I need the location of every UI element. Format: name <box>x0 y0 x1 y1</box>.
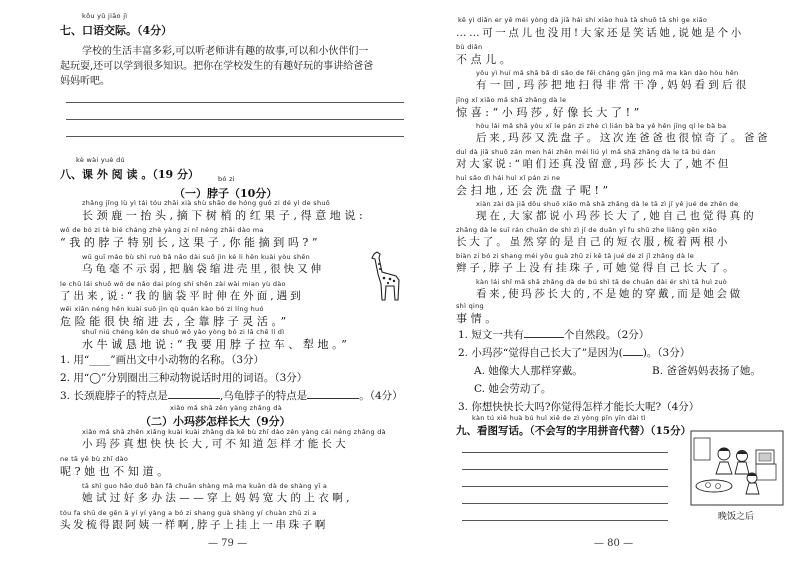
story2-line-1: 小玛莎真想快快长大,可不知道怎样才能长大 <box>82 438 349 450</box>
story1-title-pinyin: bó zi <box>218 175 235 183</box>
illustration-caption: 晚饭之后 <box>718 512 755 522</box>
story-cont-line-6: 对大家说:“咱们还真没留意,玛莎长大了,她不但 <box>456 158 731 170</box>
page-number: — 80 — <box>594 538 634 549</box>
story2-line-4: 头发梳得跟阿姨一样啊,脖子上挂上一串珠子啊 <box>60 519 328 531</box>
story-cont-line-12: 事情。 <box>456 312 500 325</box>
story-cont-line-7: 会扫地,还会洗盘子呢!” <box>456 184 612 197</box>
sec7-paragraph-line-2: 起玩耍,还可以学到很多知识。把你在学校发生的有趣好玩的事讲给爸爸 <box>60 61 374 72</box>
page-number: — 79 — <box>208 538 248 549</box>
answer-blank[interactable] <box>168 389 220 399</box>
giraffe-illustration <box>366 250 404 302</box>
story-cont-line-4-pinyin: jīng xǐ xiǎo mǎ shā zhǎng dà le <box>456 96 567 104</box>
story2-title-pinyin: xiǎo mǎ shā zěn yàng zhǎng dà <box>170 404 282 412</box>
answer-line[interactable] <box>66 102 404 103</box>
writing-line[interactable] <box>462 469 668 470</box>
story-cont-line-2: 不点儿。 <box>456 53 515 66</box>
story-cont-line-12-pinyin: shì qing <box>456 302 484 310</box>
sec8-pinyin: kè wài yuè dú <box>76 156 125 164</box>
story1-question-2: 2. 用“◯”分别圈出三种动物说话时用的词语。（3分） <box>60 372 308 384</box>
sec9-pinyin: kàn tú xiě huà bú huì xiě de zì yòng pīn yīn dài tì <box>472 414 646 422</box>
sec9-title: 九、看图写话。（不会写的字用拼音代替）（15分） <box>456 425 692 437</box>
story2-question-3: 3. 你想快快长大吗?你觉得怎样才能长大呢?（4分） <box>458 401 700 413</box>
story1-line-1: 长颈鹿一抬头,摘下树梢的红果子,得意地说: <box>82 209 367 222</box>
story-cont-line-5: 后来,玛莎又洗盘子。这次连爸爸也很惊奇了。爸爸 <box>476 132 771 144</box>
q3-part-b: ,乌龟脖子的特点是 <box>219 390 308 402</box>
family-dinner-illustration <box>690 430 784 506</box>
story-cont-line-5-pinyin: hòu lái mǎ shā yòu xǐ le pán zi zhè cì lián bà ba yě hěn jīng qí le bà ba <box>476 122 727 130</box>
story-cont-line-1: ……可一点儿也没用!大家还是笑话她,说她是个小 <box>456 27 744 39</box>
answer-blank[interactable] <box>307 389 359 399</box>
sec7-title: 七、口语交际。（4分） <box>60 24 173 37</box>
story-cont-line-4: 惊喜:“小玛莎,好像长大了!” <box>456 106 643 119</box>
answer-line[interactable] <box>66 136 404 137</box>
story-cont-line-9: 长大了。虽然穿的是自己的短衣服,梳着两根小 <box>456 236 731 248</box>
story2-line-2-pinyin: ne tā yě bù zhī dào <box>60 455 129 463</box>
story-cont-line-6-pinyin: duì dà jiā shuō zán men hái zhēn méi liú yì mǎ shā zhǎng dà le tā bú dàn <box>456 148 716 156</box>
sec7-paragraph-line-3: 妈妈听吧。 <box>60 76 110 87</box>
sec7-pinyin: kǒu yǔ jiāo jì <box>82 12 128 20</box>
q3-part-a: 3. 长颈鹿脖子的特点是 <box>60 390 168 402</box>
story1-line-6: 水牛诚恳地说:“我要用脖子拉车、犁地。” <box>82 338 351 351</box>
story1-question-1: 1. 用“____”画出文中小动物的名称。（3分） <box>60 354 265 366</box>
story-cont-line-8: 现在,大家都说小玛莎长大了,她自己也觉得真的 <box>476 210 757 222</box>
q2-part-a: 2. 小玛莎“觉得自己长大了”是因为( <box>458 347 623 359</box>
story1-line-3-pinyin: wū guī máo bù shì ruò bǎ nǎo dài suō jìn ké li hěn kuài yòu shēn <box>82 253 311 261</box>
story1-line-6-pinyin: shuǐ niú chéng kěn de shuō wǒ yào yòng bó zi lā chē lí dì <box>82 328 285 336</box>
story-cont-line-3-pinyin: yǒu yì huí mǎ shā bǎ dì sǎo de fēi cháng gān jìng mā ma kàn dào hòu hěn <box>476 69 739 77</box>
story1-line-1-pinyin: zhǎng jǐng lù yì tái tóu zhāi xià shù shāo de hóng guǒ zi dé yì de shuō <box>82 199 331 207</box>
story-cont-line-11-pinyin: kàn lái shǐ mǎ shā zhǎng dà de bú shì tā de chuān dài ér shì tā huì zuò <box>476 278 728 286</box>
story2-title: （二）小玛莎怎样长大（9分） <box>140 415 291 428</box>
q3-part-c: 。（4分） <box>359 390 403 402</box>
right-page <box>400 0 800 566</box>
story1-line-2-pinyin: wǒ de bó zi tè bié cháng zhè yàng zi nǐ néng zhāi dào ma <box>60 226 264 234</box>
q1-part-b: 个自然段。（2分） <box>563 329 650 341</box>
writing-line[interactable] <box>462 486 668 487</box>
story2-question-2 <box>458 345 690 360</box>
story1-title: （一）脖子（10分） <box>174 187 278 200</box>
story1-line-2: “我的脖子特别长,这果子,你能摘到吗?” <box>60 236 322 249</box>
option-c[interactable]: C. 她会劳动了。 <box>474 383 552 395</box>
writing-line[interactable] <box>462 452 668 453</box>
story-cont-line-9-pinyin: zhǎng dà le suī rán chuān de shì zì jǐ de duǎn yī fu shū zhe liǎng gēn xiǎo <box>456 226 718 234</box>
story-cont-line-3: 有一回,玛莎把地扫得非常干净,妈妈看到后很 <box>476 79 750 91</box>
story2-line-4-pinyin: tóu fa shū de gēn ā yí yí yàng a bó zi shang guà shàng yí chuàn zhū zi a <box>60 509 317 517</box>
story2-question-1 <box>458 327 649 342</box>
story1-question-3 <box>60 388 403 403</box>
option-a[interactable]: A. 她像大人那样穿戴。 <box>474 365 583 377</box>
story1-line-4: 了出来,说:“我的脑袋平时伸在外面,遇到 <box>60 290 304 302</box>
story2-line-3: 她试过好多办法——穿上妈妈宽大的上衣啊, <box>82 492 353 504</box>
q1-part-a: 1. 短文一共有 <box>458 329 524 341</box>
story-cont-line-11: 看来,使玛莎长大的,不是她的穿戴,而是她会做 <box>476 288 743 300</box>
answer-blank[interactable] <box>524 328 564 338</box>
story1-line-3: 乌龟毫不示弱,把脑袋缩进壳里,很快又伸 <box>82 263 325 275</box>
story-cont-line-2-pinyin: bù diǎn <box>456 43 483 51</box>
q2-part-b: )。（3分） <box>642 347 691 359</box>
story2-line-3-pinyin: tā shì guo hǎo duō bàn fǎ chuān shàng mā ma kuān dà de shàng yī a <box>82 482 328 490</box>
story-cont-line-1-pinyin: kě yì diǎn er yě méi yòng dà jiā hái shi xiào huà tā shuō tā shì ge xiǎo <box>458 16 708 24</box>
story-cont-line-7-pinyin: huì sǎo dì hái huì xǐ pán zi ne <box>456 174 561 182</box>
answer-line[interactable] <box>66 119 404 120</box>
answer-blank[interactable] <box>623 346 643 356</box>
story1-line-5: 危险能很快缩进去,全靠脖子灵活。” <box>60 315 290 328</box>
sec8-title: 八、课 外 阅 读 。（19 分） <box>60 168 199 181</box>
option-b[interactable]: B. 爸爸妈妈表扬了她。 <box>652 365 761 377</box>
sec7-paragraph-line-1: 学校的生活丰富多彩,可以听老师讲有趣的故事,可以和小伙伴们一 <box>82 46 369 57</box>
writing-line[interactable] <box>462 520 668 521</box>
writing-line[interactable] <box>462 503 668 504</box>
story2-line-2: 呢?她也不知道。 <box>60 465 172 478</box>
story1-line-4-pinyin: le chū lái shuō wǒ de nǎo dai píng shí shēn zài wài mian yù dào <box>60 280 286 288</box>
story-cont-line-8-pinyin: xiàn zài dà jiā dōu shuō xiǎo mǎ shā zhǎng dà le tā zì jǐ yě jué de zhēn de <box>476 200 739 208</box>
story-cont-line-10-pinyin: biàn zi bó zi shang méi yǒu guà zhū zi kě tā jué de zì jǐ zhǎng dà le <box>456 252 694 260</box>
story1-line-5-pinyin: wēi xiǎn néng hěn kuài suō jìn qù quán kào bó zi líng huó <box>60 305 264 313</box>
story-cont-line-10: 辫子,脖子上没有挂珠子,可她觉得自己长大了。 <box>456 262 737 274</box>
story2-line-1-pinyin: xiǎo mǎ shā zhēn xiǎng kuài kuài zhǎng dà kě bù zhī dào zěn yàng cái néng zhǎng dà <box>82 428 386 436</box>
